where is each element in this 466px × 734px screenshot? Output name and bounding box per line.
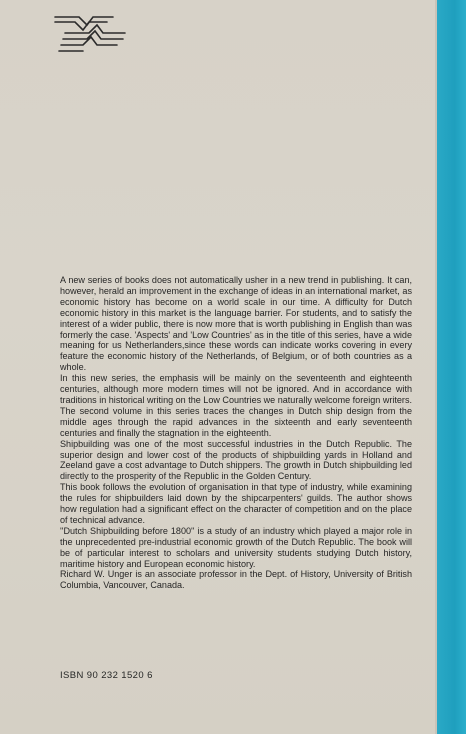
- blurb-paragraph-emphasis: In this new series, the emphasis will be mainly on the seventeenth and eighteenth centuries, although more modern times will not be ignored. And in accordance with traditions in historical writing on the Low Countries we naturally welcome foreign writers.: [60, 373, 412, 405]
- publisher-logo-icon: [53, 14, 129, 54]
- blurb-paragraph-organisation: This book follows the evolution of organisation in that type of industry, while examining the rules for shipbuilders laid down by the shipcarpenters' guilds. The author shows how regulation had a significant effect on the character of competition and on the place of technical advance.: [60, 482, 412, 525]
- blurb-paragraph-volume: The second volume in this series traces the changes in Dutch ship design from the middle ages through the rapid advances in the sixteenth and early seventeenth centuries and finally the stagnation in the eighteenth.: [60, 405, 412, 438]
- blurb-text: [60, 275, 412, 591]
- spine-color-band: [437, 0, 466, 734]
- isbn: ISBN 90 232 1520 6: [60, 670, 153, 681]
- blurb-paragraph-author: Richard W. Unger is an associate professor in the Dept. of History, University of British Columbia, Vancouver, Canada.: [60, 569, 412, 591]
- blurb-paragraph-series: A new series of books does not automatically usher in a new trend in publishing. It can, however, herald an improvement in the exchange of ideas in an international market, as economic history has become on a world scale in our time. A difficulty for Dutch economic history in this market is the language barrier. For students, and to satisfy the interest of a wider public, there is now more that is worth publishing in English than was formerly the case. 'Aspects' and 'Low Countries' as in the title of this series, have a wide meaning for us Netherlanders,since these words can indicate works covering in every feature the economic history of the Netherlands, of Belgium, or of both countries as a whole.: [60, 275, 412, 373]
- blurb-paragraph-study: ''Dutch Shipbuilding before 1800'' is a study of an industry which played a major role in the unprecedented pre-industrial economic growth of the Dutch Republic. The book will be of particular interest to scholars and university students studying Dutch history, maritime history and European economic history.: [60, 525, 412, 569]
- blurb-paragraph-shipbuilding: Shipbuilding was one of the most successful industries in the Dutch Republic. The superior design and lower cost of the products of shipbuilding yards in Holland and Zeeland gave a cost advantage to Dutch shippers. The growth in Dutch shipbuilding led directly to the prosperity of the Republic in the Golden Century.: [60, 438, 412, 482]
